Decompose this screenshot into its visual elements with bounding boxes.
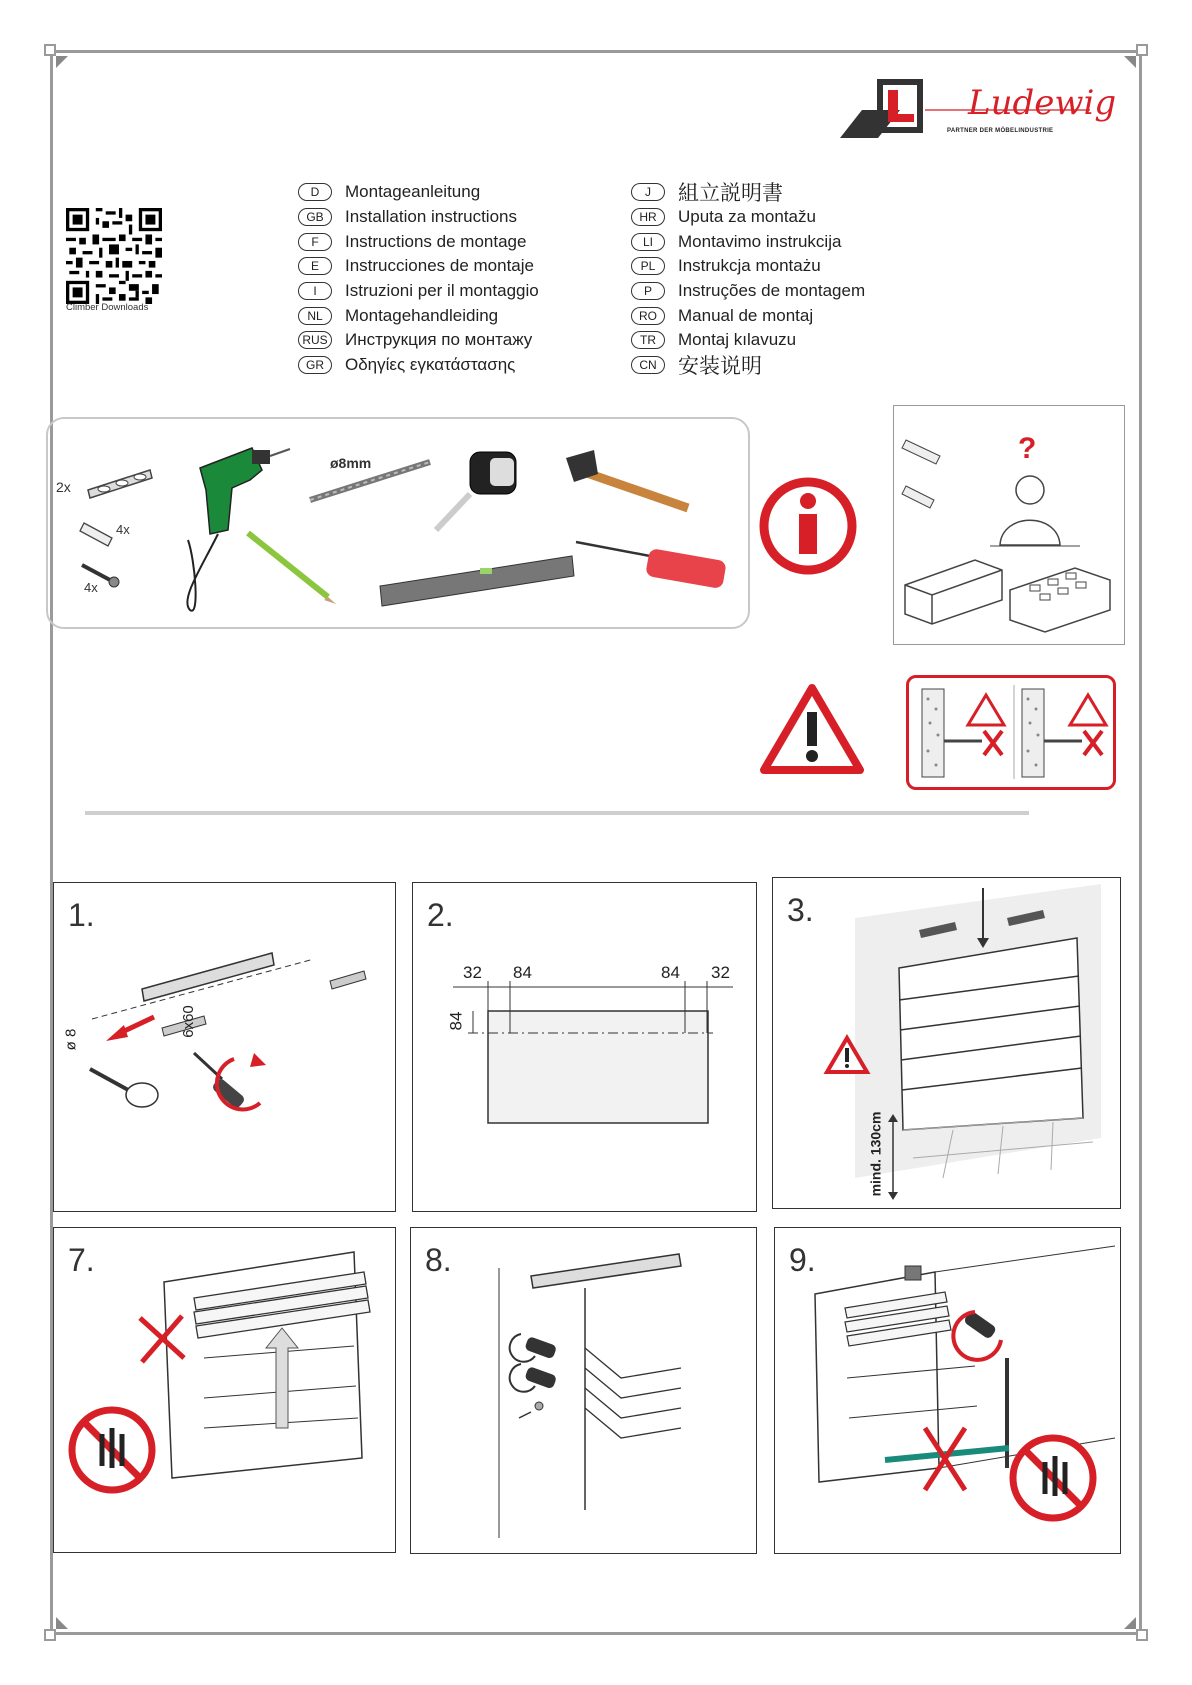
step-1-illustration [54, 883, 397, 1213]
step-3-illustration [773, 878, 1122, 1210]
language-code-badge: P [631, 282, 665, 300]
language-title: Instrukcja montażu [678, 256, 821, 276]
step-8-panel [410, 1227, 757, 1554]
hidden-cables-illustration [906, 675, 1116, 790]
step-8-illustration [411, 1228, 758, 1555]
language-title: Instrucciones de montaje [345, 256, 534, 276]
screw-size-label: 6x60 [179, 1005, 197, 1038]
step-number: 3. [787, 892, 814, 928]
dim-right-inner: 84 [661, 963, 680, 982]
dim-right-outer: 32 [711, 963, 730, 982]
dowel-small-icon [902, 440, 940, 508]
language-code-badge: GB [298, 208, 332, 226]
step-number: 9. [789, 1242, 816, 1278]
step-number: 1. [68, 897, 95, 933]
language-title: Instruções de montagem [678, 281, 866, 301]
step-number: 7. [68, 1242, 95, 1278]
thinking-person-icon [990, 432, 1080, 546]
language-code-badge: D [298, 183, 332, 201]
step-1-panel [53, 882, 396, 1212]
language-code-badge: E [298, 257, 332, 275]
language-code-badge: GR [298, 356, 332, 374]
language-title: Инструкция по монтажу [345, 330, 533, 350]
warning-icon [760, 682, 864, 776]
language-code-badge: I [298, 282, 332, 300]
language-code-badge: NL [298, 307, 332, 325]
svg-text:?: ? [1018, 432, 1037, 465]
language-title: Istruzioni per il montaggio [345, 281, 539, 301]
step-7-illustration [54, 1228, 397, 1554]
dim-left-inner: 84 [513, 963, 532, 982]
language-title: 組立説明書 [678, 182, 783, 206]
section-divider [85, 811, 1029, 815]
screwdriver-icon [510, 1334, 557, 1392]
step-7-panel [53, 1227, 396, 1553]
language-code-badge: PL [631, 257, 665, 275]
qty-rail: 2x [56, 479, 71, 495]
step-3-panel [772, 877, 1121, 1209]
step-9-illustration [775, 1228, 1122, 1555]
hollow-brick-icon [1010, 568, 1110, 632]
language-title: Montavimo instrukcija [678, 231, 842, 251]
language-title: Montaj kılavuzu [678, 330, 797, 350]
qty-screw: 4x [84, 580, 98, 595]
dim-left-outer: 32 [463, 963, 482, 982]
dim-vertical: 84 [446, 1011, 466, 1031]
language-code-badge: TR [631, 331, 665, 349]
qr-caption: Climber Downloads [66, 302, 149, 313]
qty-dowel: 4x [116, 522, 130, 537]
language-title: Manual de montaj [678, 305, 814, 325]
language-title: Οδηγίες εγκατάστασης [345, 355, 516, 375]
step-2-illustration [413, 883, 758, 1213]
language-title: Installation instructions [345, 207, 517, 227]
step-2-panel [412, 882, 757, 1212]
language-code-badge: RO [631, 307, 665, 325]
language-code-badge: CN [631, 356, 665, 374]
step-number: 2. [427, 897, 454, 933]
language-code-badge: J [631, 183, 665, 201]
step-9-panel [774, 1227, 1121, 1554]
min-height-label: mind. 130cm [867, 1111, 884, 1197]
step-number: 8. [425, 1242, 452, 1278]
language-code-badge: LI [631, 233, 665, 251]
language-code-badge: RUS [298, 331, 332, 349]
language-title: Montageanleitung [345, 182, 481, 202]
language-title: Uputa za montažu [678, 207, 816, 227]
solid-brick-icon [905, 560, 1002, 624]
language-code-badge: F [298, 233, 332, 251]
brand-name: Ludewig [968, 83, 1117, 123]
language-code-badge: HR [631, 208, 665, 226]
language-title: Instructions de montage [345, 231, 527, 251]
brand-tagline: PARTNER DER MÖBELINDUSTRIE [947, 128, 1054, 134]
language-title: 安装说明 [678, 355, 762, 379]
language-title: Montagehandleiding [345, 305, 499, 325]
drill-bit-size: ø8mm [330, 455, 372, 471]
drill-diameter-label: ø 8 [62, 1028, 80, 1051]
